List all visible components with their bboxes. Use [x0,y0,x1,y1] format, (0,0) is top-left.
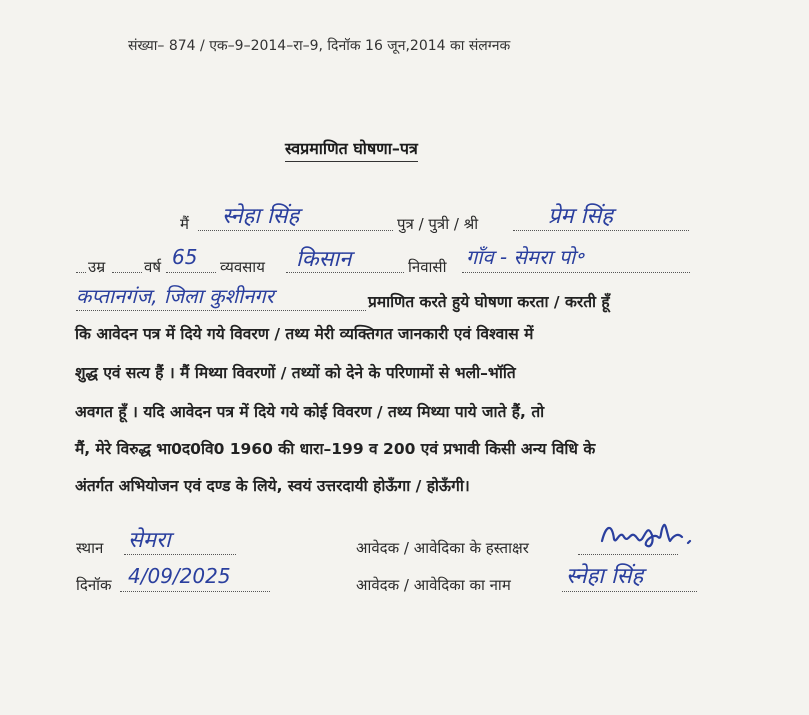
label-resident: निवासी [408,258,447,276]
handwritten-signature [598,515,708,555]
label-occupation: व्यवसाय [220,258,265,276]
years-underline [166,272,216,273]
body-line-1: कि आवेदन पत्र में दिये गये विवरण / तथ्य मेरी व्यक्तिगत जानकारी एवं विश्वास में [75,325,534,343]
place-underline [124,554,236,555]
address-underline-2 [76,310,366,311]
address-underline-1 [462,272,690,273]
label-main: मैं [180,215,189,233]
name-underline [198,230,393,231]
filled-address-2: कप्तानगंज, जिला कुशीनगर [76,284,274,308]
reference-line: संख्या– 874 / एक–9–2014–रा–9, दिनॉक 16 जून,2014 का संलग्नक [128,38,511,54]
filled-age: 65 [172,245,198,269]
certify-text: प्रमाणित करते हुये घोषणा करता / करती हूँ [368,293,610,311]
label-applicant-name: आवेदक / आवेदिका का नाम [356,576,511,594]
label-signature: आवेदक / आवेदिका के हस्ताक्षर [356,539,529,557]
label-age: उम्र [88,258,106,276]
body-line-2: शुद्ध एवं सत्य हैं । मैं मिथ्या विवरणों / तथ्यों को देने के परिणामों से भली–भॉति [75,364,516,382]
filled-applicant-name: स्नेहा सिंह [566,564,644,589]
age-underline [112,272,142,273]
body-line-4: मैं, मेरे विरुद्ध भा0द0वि0 1960 की धारा–199 व 200 एवं प्रभावी किसी अन्य विधि के [75,440,596,458]
applicant-name-underline [562,591,697,592]
date-underline [120,591,270,592]
filled-occupation: किसान [296,247,352,272]
filled-place: सेमरा [128,528,171,553]
label-years: वर्ष [144,258,162,276]
age-lead-dots [76,272,86,273]
label-relation: पुत्र / पुत्री / श्री [397,215,479,233]
filled-date: 4/09/2025 [128,564,231,588]
filled-name: स्नेहा सिंह [222,204,300,229]
label-date: दिनॉक [76,576,112,594]
body-line-3: अवगत हूँ । यदि आवेदन पत्र में दिये गये कोई विवरण / तथ्य मिथ्या पाये जाते हैं, तो [75,403,545,421]
document-title: स्वप्रमाणित घोषणा–पत्र [285,137,418,162]
body-line-5: अंतर्गत अभियोजन एवं दण्ड के लिये, स्वयं उत्तरदायी होऊँगा / होऊँगी। [75,477,470,495]
label-place: स्थान [76,539,104,557]
father-underline [513,230,689,231]
filled-address-1: गाँव - सेमरा पो॰ [466,245,584,269]
filled-father-name: प्रेम सिंह [548,204,613,229]
